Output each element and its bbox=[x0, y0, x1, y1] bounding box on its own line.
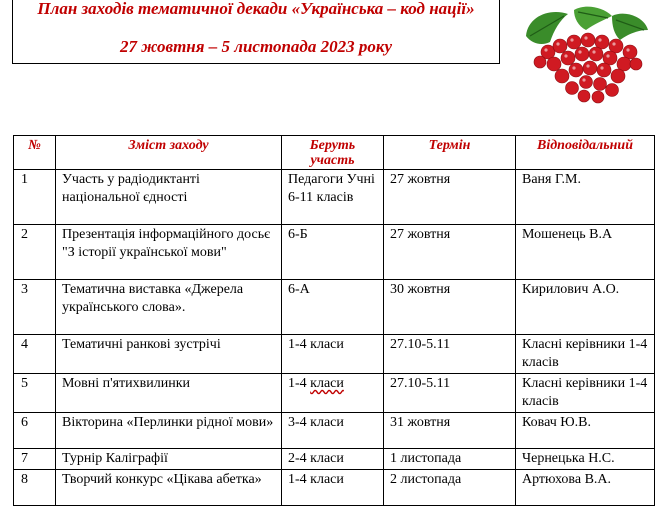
row-participants: 1-4 класи bbox=[282, 470, 384, 506]
row-participants: 2-4 класи bbox=[282, 449, 384, 470]
row-content: Вікторина «Перлинки рідної мови» bbox=[56, 413, 282, 449]
row-date: 1 листопада bbox=[384, 449, 516, 470]
row-number: 6 bbox=[14, 413, 56, 449]
row-responsible: Класні керівники 1-4 класів bbox=[516, 335, 655, 374]
header-number: № bbox=[14, 136, 56, 170]
row-date: 27 жовтня bbox=[384, 225, 516, 280]
document-title: План заходів тематичної декади «Українська – код нації» bbox=[37, 0, 475, 18]
header-responsible: Відповідальний bbox=[516, 136, 655, 170]
row-content: Тематична виставка «Джерела українського слова». bbox=[56, 280, 282, 335]
row-number: 1 bbox=[14, 170, 56, 225]
table-row bbox=[14, 413, 655, 449]
row-date: 27.10-5.11 bbox=[384, 335, 516, 374]
row-number: 3 bbox=[14, 280, 56, 335]
row-responsible: Ковач Ю.В. bbox=[516, 413, 655, 449]
row-date: 30 жовтня bbox=[384, 280, 516, 335]
header-content: Зміст заходу bbox=[56, 136, 282, 170]
row-number: 2 bbox=[14, 225, 56, 280]
row-responsible: Чернецька Н.С. bbox=[516, 449, 655, 470]
spellcheck-word: класи bbox=[310, 376, 344, 391]
row-date: 27.10-5.11 bbox=[384, 374, 516, 413]
table-row bbox=[14, 335, 655, 374]
row-participants: 1-4 класи bbox=[282, 335, 384, 374]
row-content: Турнір Каліграфії bbox=[56, 449, 282, 470]
header-date: Термін bbox=[384, 136, 516, 170]
row-number: 8 bbox=[14, 470, 56, 506]
table-row bbox=[14, 470, 655, 506]
row-content: Презентація інформаційного досьє "З історії української мови" bbox=[56, 225, 282, 280]
row-content: Тематичні ранкові зустрічі bbox=[56, 335, 282, 374]
row-participants bbox=[282, 374, 384, 413]
table-row bbox=[14, 374, 655, 413]
viburnum-berries-icon bbox=[520, 6, 650, 104]
title-box bbox=[12, 0, 500, 64]
row-content: Участь у радіодиктанті національної єдності bbox=[56, 170, 282, 225]
table-header-row bbox=[14, 136, 655, 170]
header-participants: Беруть участь bbox=[282, 136, 384, 170]
row-date: 27 жовтня bbox=[384, 170, 516, 225]
row-number: 4 bbox=[14, 335, 56, 374]
row-responsible: Артюхова В.А. bbox=[516, 470, 655, 506]
table-row bbox=[14, 225, 655, 280]
table-row bbox=[14, 280, 655, 335]
events-table bbox=[13, 135, 655, 506]
row-responsible: Мошенець В.А bbox=[516, 225, 655, 280]
row-content: Мовні п'ятихвилинки bbox=[56, 374, 282, 413]
row-number: 5 bbox=[14, 374, 56, 413]
row-participants: 6-Б bbox=[282, 225, 384, 280]
table-row bbox=[14, 449, 655, 470]
row-participants: Педагоги Учні 6-11 класів bbox=[282, 170, 384, 225]
row-number: 7 bbox=[14, 449, 56, 470]
document-dates: 27 жовтня – 5 листопада 2023 року bbox=[119, 37, 393, 56]
row-date: 31 жовтня bbox=[384, 413, 516, 449]
participants-count: 1-4 bbox=[288, 376, 311, 391]
row-responsible: Класні керівники 1-4 класів bbox=[516, 374, 655, 413]
row-responsible: Кирилович А.О. bbox=[516, 280, 655, 335]
row-participants: 6-А bbox=[282, 280, 384, 335]
row-date: 2 листопада bbox=[384, 470, 516, 506]
row-content: Творчий конкурс «Цікава абетка» bbox=[56, 470, 282, 506]
row-responsible: Ваня Г.М. bbox=[516, 170, 655, 225]
table-row bbox=[14, 170, 655, 225]
row-participants: 3-4 класи bbox=[282, 413, 384, 449]
